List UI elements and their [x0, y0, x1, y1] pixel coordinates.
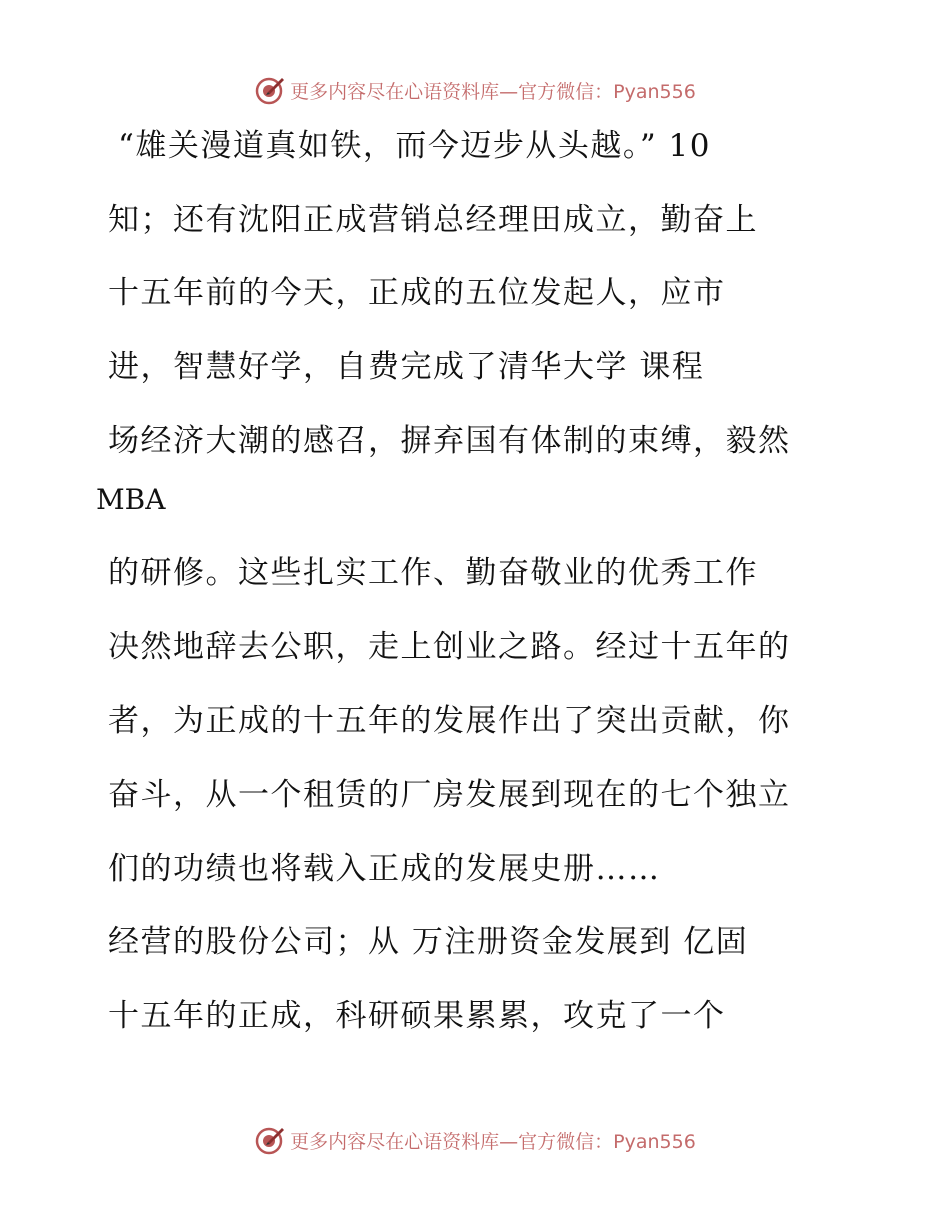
body-line-12: 经营的股份公司；从 万注册资金发展到 亿固	[108, 924, 749, 960]
body-line-6: MBA	[96, 483, 166, 516]
body-line-13: 十五年的正成，科研硕果累累，攻克了一个	[108, 998, 726, 1034]
body-line-5: 场经济大潮的感召，摒弃国有体制的束缚，毅然	[108, 423, 791, 459]
body-line-8: 决然地辞去公职，走上创业之路。经过十五年的	[108, 629, 791, 665]
header-banner-text: 更多内容尽在心语资料库—官方微信：Pyan556	[290, 80, 696, 103]
pen-logo-icon	[254, 1124, 286, 1156]
body-line-3: 十五年前的今天，正成的五位发起人，应市	[108, 275, 726, 311]
body-line-9: 者，为正成的十五年的发展作出了突出贡献，你	[108, 703, 791, 739]
footer-banner-text: 更多内容尽在心语资料库—官方微信：Pyan556	[290, 1130, 696, 1153]
body-line-4: 进，智慧好学，自费完成了清华大学 课程	[108, 349, 705, 385]
body-line-1: “雄关漫道真如铁，而今迈步从头越。” 10	[118, 128, 711, 164]
header-banner	[0, 70, 950, 110]
body-line-11: 们的功绩也将载入正成的发展史册……	[108, 851, 661, 887]
body-line-2: 知；还有沈阳正成营销总经理田成立，勤奋上	[108, 202, 758, 238]
body-line-10: 奋斗，从一个租赁的厂房发展到现在的七个独立	[108, 777, 791, 813]
pen-logo-icon	[254, 74, 286, 106]
body-line-7: 的研修。这些扎实工作、勤奋敬业的优秀工作	[108, 555, 758, 591]
footer-banner	[0, 1120, 950, 1160]
